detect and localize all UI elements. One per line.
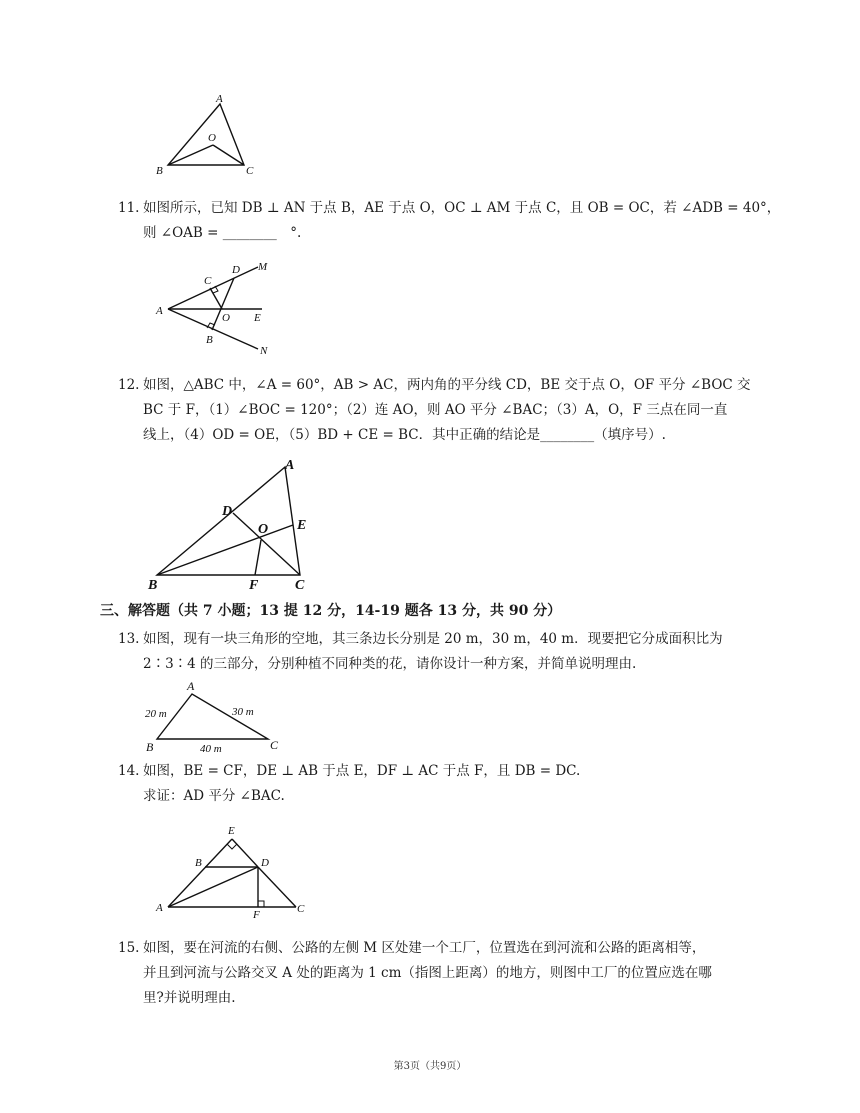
question-text-line: 2∶3∶4 的三部分，分别种植不同种类的花，请你设计一种方案，并简单说明理由.	[143, 656, 637, 672]
label-e: E	[297, 518, 307, 533]
figure-q14	[150, 820, 310, 920]
side-ab-length: 20 m	[145, 708, 167, 720]
label-o: O	[208, 132, 216, 144]
question-text-line: 线上，（4）OD = OE，（5）BD + CE = BC．其中正确的结论是________（填序号）.	[143, 427, 666, 443]
label-c: C	[295, 578, 305, 593]
side-bc-length: 40 m	[200, 743, 222, 755]
label-d: D	[222, 504, 233, 519]
question-number: 13.	[118, 631, 140, 647]
segment-bo	[168, 145, 213, 165]
question-text-line: 并且到河流与公路交叉 A 处的距离为 1 cm（指图上距离）的地方，则图中工厂的位置应选在哪	[143, 965, 712, 981]
label-f: F	[249, 578, 259, 593]
label-b: B	[146, 740, 154, 754]
side-ac-length: 30 m	[232, 706, 254, 718]
question-number: 12.	[118, 377, 140, 393]
label-b: B	[148, 578, 158, 593]
label-b: B	[156, 165, 163, 177]
figure-q13	[140, 677, 290, 757]
question-text-line: 如图，△ABC 中，∠A = 60°，AB > AC，两内角的平分线 CD，BE 交于点 O，OF 平分 ∠BOC 交	[143, 377, 751, 393]
label-o: O	[258, 522, 269, 537]
label-a: A	[285, 458, 295, 473]
question-number: 15.	[118, 940, 140, 956]
question-text-line: 求证：AD 平分 ∠BAC.	[143, 788, 285, 804]
label-f: F	[253, 909, 260, 920]
ray-am	[168, 267, 258, 309]
figure-q10	[150, 90, 270, 180]
label-c: C	[204, 275, 212, 287]
label-c: C	[297, 903, 305, 915]
question-text-line: 如图，要在河流的右侧、公路的左侧 M 区处建一个工厂，位置选在到河流和公路的距离相等，	[143, 940, 706, 956]
question-15	[118, 936, 788, 1011]
triangle-abc	[157, 467, 300, 575]
segment-of	[255, 540, 261, 575]
segment-ad	[168, 867, 258, 907]
page-footer: 第3页（共9页）	[393, 1061, 467, 1072]
question-number: 14.	[118, 763, 140, 779]
question-text-line: 如图，现有一块三角形的空地，其三条边长分别是 20 m，30 m，40 m．现要把它分成面积比为	[143, 631, 723, 647]
question-12	[118, 373, 788, 448]
label-d: D	[261, 857, 269, 869]
label-b: B	[195, 857, 202, 869]
question-text-line: 则 ∠OAB = ________ °.	[143, 225, 302, 241]
label-b: B	[206, 334, 213, 346]
right-angle-f	[258, 901, 264, 907]
section-heading: 三、解答题（共 7 小题；13 提 12 分，14-19 题各 13 分，共 90 分）	[100, 603, 562, 619]
segment-oc	[210, 288, 222, 309]
label-c: C	[270, 738, 279, 752]
segment-ed	[232, 839, 258, 867]
question-text-line: BC 于 F，（1）∠BOC = 120°；（2）连 AO，则 AO 平分 ∠BAC；（3）A，O，F 三点在同一直	[143, 402, 728, 418]
right-angle-e	[227, 844, 237, 849]
label-a: A	[156, 305, 163, 317]
label-e: E	[228, 825, 235, 837]
label-a: A	[216, 93, 223, 105]
label-n: N	[260, 345, 268, 357]
figure-q12	[140, 455, 330, 595]
question-number: 11.	[118, 200, 140, 216]
label-d: D	[232, 264, 240, 276]
question-11	[118, 196, 788, 246]
triangle-abc	[168, 104, 244, 165]
question-text-line: 里?并说明理由.	[143, 990, 236, 1006]
label-a: A	[187, 679, 195, 693]
figure-q11	[150, 255, 280, 360]
segment-ae	[168, 839, 232, 907]
question-text-line: 如图所示，已知 DB ⊥ AN 于点 B，AE 于点 O，OC ⊥ AM 于点 C，且 OB = OC，若 ∠ADB = 40°，	[143, 200, 781, 216]
question-text-line: 如图，BE = CF，DE ⊥ AB 于点 E，DF ⊥ AC 于点 F，且 DB = DC.	[143, 763, 581, 779]
label-a: A	[156, 902, 163, 914]
question-13	[118, 627, 788, 677]
label-o: O	[222, 312, 230, 324]
label-e: E	[254, 312, 261, 324]
label-m: M	[258, 261, 268, 273]
question-14	[118, 759, 788, 809]
label-c: C	[246, 165, 254, 177]
